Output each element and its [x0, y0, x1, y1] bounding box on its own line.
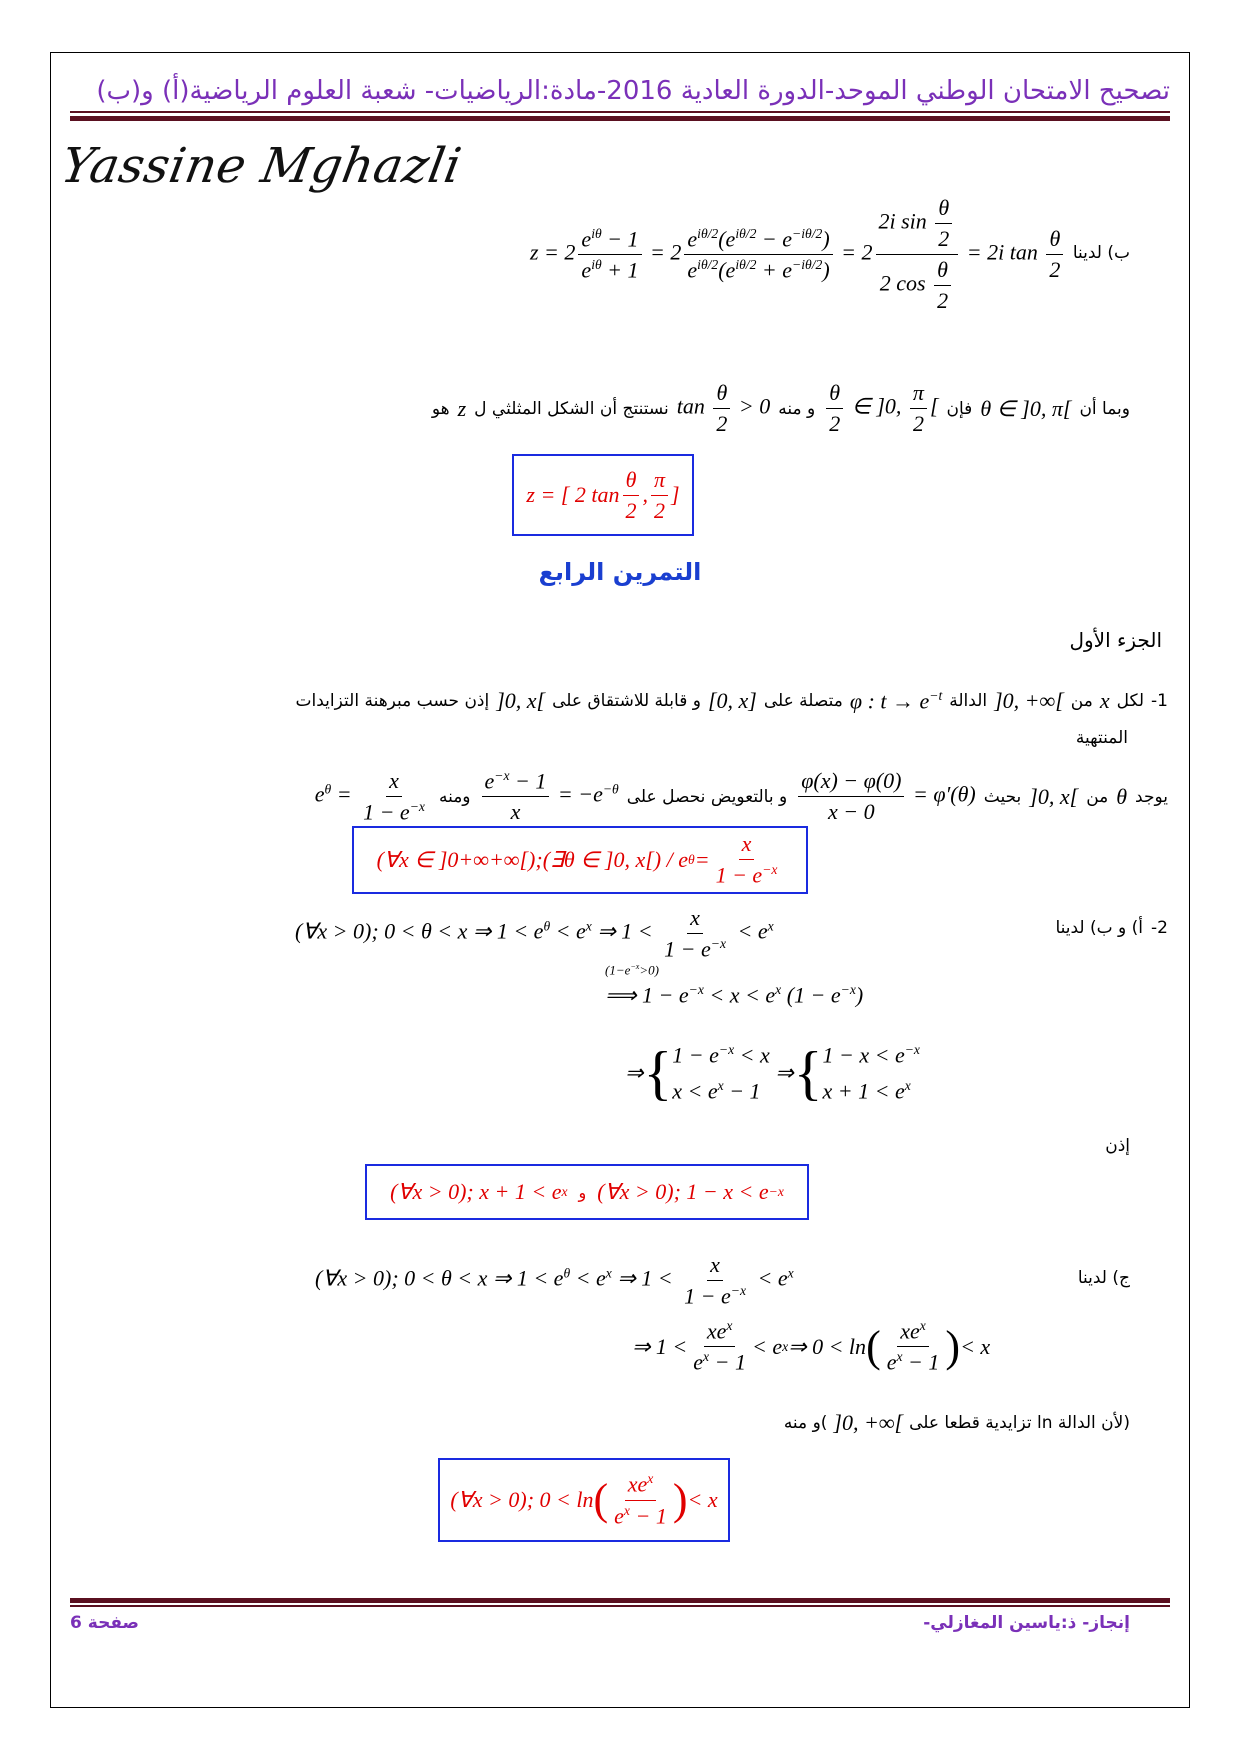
- header-rule-thin: [70, 111, 1170, 113]
- q1-line-1: [296, 688, 1168, 714]
- q1-text-for-every: لكل: [1116, 691, 1145, 712]
- footer-rule-thin: [70, 1605, 1170, 1607]
- result-box-q1: (∀x ∈ ]0+∞+∞[);(∃θ ∈ ]0, x[) / e θ = $\frac{x}{1 - e^{-x}}$: [352, 826, 808, 894]
- header-rule-thick: [70, 116, 1170, 121]
- theta-interval: θ ∈ ]0, π[: [980, 395, 1072, 421]
- page-number: صفحة 6: [70, 1613, 139, 1633]
- tan-positive: tan $\frac{\theta}{2}$ > 0: [676, 380, 771, 436]
- q1-open-interval: ]0, x[: [496, 688, 546, 714]
- q1-number: 1-: [1151, 691, 1168, 712]
- conclusion-deduce: نستنتج أن الشكل المثلثي ل: [474, 398, 669, 419]
- author-signature: Yassine Mghazli: [57, 138, 466, 194]
- q1-text-in: من: [1070, 691, 1093, 712]
- conclusion-hence: و منه: [778, 398, 816, 419]
- q1-line-2: [315, 768, 1168, 825]
- footer-author: إنجاز- ذ:ياسين المغازلي-: [923, 1613, 1130, 1633]
- part-one-title: الجزء الأول: [1069, 628, 1162, 652]
- q2c-label: ج) لدينا: [1077, 1268, 1130, 1288]
- q2c-reason-text: (لأن الدالة ln تزايدية قطعا على: [909, 1413, 1130, 1433]
- q2-inequality-2: $(1-e^{-x}>0)$ ⟹ $1 - e^{-x} < x < e^x$ $(1 - e^{-x})$: [605, 962, 864, 1008]
- q1-text-continuous: متصلة على: [763, 691, 843, 712]
- q1-substituted: $\frac{e^{-x} - 1}{x}$ = $-e^{-\theta}$: [479, 768, 619, 825]
- q2-system: ⇒ { $1 - e^{-x} < x$ $x < e^x - 1$ ⇒ { $1 - x < e^{-x}$ $x + 1 < e^x$: [625, 1040, 920, 1107]
- conclusion-since: وبما أن: [1079, 398, 1130, 419]
- q1-result-inline: $e^\theta$ = $\frac{x}{1 - e^{-x}}$: [314, 768, 425, 825]
- exercise-title: التمرين الرابع: [538, 558, 702, 586]
- q1-theta: θ: [1116, 783, 1128, 809]
- q2-label: أ) و ب) لدينا: [1055, 918, 1144, 938]
- q1-closed-interval: [0, x]: [707, 688, 757, 714]
- q1-phi-def: φ : $t \to e^{-t}$: [849, 688, 943, 714]
- q1-text-in-2: من: [1086, 786, 1109, 807]
- q2c-reason-end: )و منه: [783, 1413, 828, 1433]
- q1-text-hence: ومنه: [438, 786, 471, 807]
- footer-rule-thick: [70, 1598, 1170, 1603]
- q1-mvt-equation: $\frac{\varphi(x) - \varphi(0)}{x - 0}$ = φ′(θ): [795, 768, 976, 825]
- q2c-inequality-2: ⇒ 1 < $\frac{xe^x}{e^x - 1}$ < e x ⇒ 0 < ln ( $\frac{xe^x}{e^x - 1}$ ) < x: [632, 1318, 991, 1375]
- conclusion-is: هو: [431, 398, 450, 419]
- q1-text-function: الدالة: [949, 691, 988, 712]
- half-theta-interval: $\frac{\theta}{2}$ ∈ ]0, $\frac{\pi}{2}$ [: [823, 380, 938, 437]
- page-header-title: تصحيح الامتحان الوطني الموحد-الدورة العادية 2016-مادة:الرياضيات- شعبة العلوم الرياضية(أ) و(ب): [96, 76, 1170, 106]
- q2-label-row: [1055, 918, 1168, 938]
- q1-text-finite: المنتهية: [1075, 728, 1128, 748]
- q2c-reason: [784, 1410, 1130, 1436]
- z-variable: z: [457, 395, 467, 421]
- q2c-domain: ]0, +∞[: [833, 1410, 904, 1435]
- q2-number: 2-: [1151, 918, 1168, 938]
- q1-domain: ]0, +∞[: [994, 688, 1064, 714]
- q2-therefore: إذن: [1105, 1136, 1130, 1156]
- result-box-q2-and: و: [578, 1182, 587, 1202]
- result-box-q2c: (∀x > 0); 0 < ln ( $\frac{xe^x}{e^x - 1}$ ) < x: [438, 1458, 730, 1542]
- result-box-q2: (∀x > 0); x + 1 < e x و (∀x > 0); 1 − x < e −x: [365, 1164, 809, 1220]
- q1-text-mvt: إذن حسب مبرهنة التزايدات: [295, 691, 490, 712]
- q2-inequality-1: (∀x > 0); 0 < θ < x ⇒ $1 < e^\theta < e^x$ ⇒ 1 < $\frac{x}{1 - e^{-x}}$ < $e^x$: [295, 905, 774, 962]
- q1-open-interval-2: ]0, x[: [1029, 783, 1079, 809]
- part-b-label: ب) لدينا: [1072, 243, 1130, 263]
- q2c-inequality-1: (∀x > 0); 0 < θ < x ⇒ $1 < e^\theta < e^x$ ⇒ 1 < $\frac{x}{1 - e^{-x}}$ < $e^x$: [315, 1252, 794, 1309]
- q1-text-such-that: بحيث: [983, 786, 1022, 807]
- q1-x: x: [1099, 688, 1110, 714]
- z-computation: z = 2 $\frac{e^{i\theta} - 1}{e^{i\theta} + 1}$ = 2 $\frac{e^{i\theta/2}(e^{i\theta/2} - e^{-i\theta/2})}{e^{i\theta/2}(e^{i\theta/2} + e^{-i\theta/2})}$ = 2 2i sin $\frac{\theta}{2}$ 2 cos $\frac{\theta}{2}$ = 2i tan $\frac{\theta}{2}$: [530, 195, 1066, 314]
- conclusion-then: فإن: [946, 398, 973, 419]
- q1-text-substitution: و بالتعويض نحصل على: [626, 786, 788, 807]
- trig-form-conclusion: [432, 380, 1130, 437]
- q1-text-exists: يوجد: [1135, 786, 1168, 807]
- q1-text-differentiable: و قابلة للاشتقاق على: [552, 691, 701, 712]
- result-box-trig-form: z = [ 2 tan $\frac{\theta}{2}$ , $\frac{\pi}{2}$ ]: [512, 454, 694, 536]
